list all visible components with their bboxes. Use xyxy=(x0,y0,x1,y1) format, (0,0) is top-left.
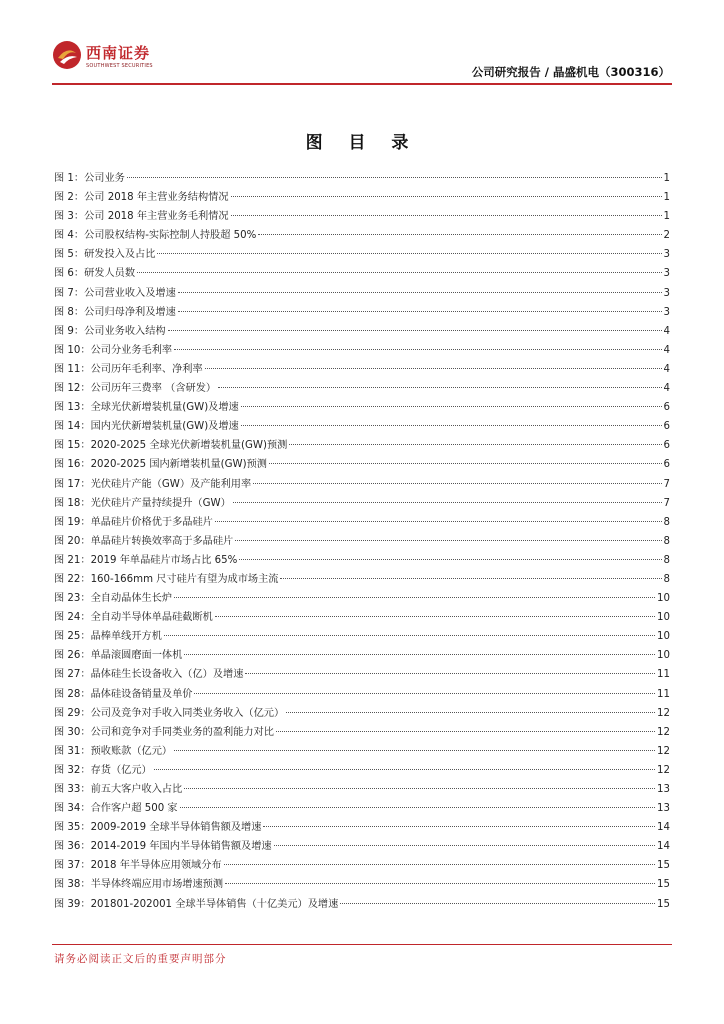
toc-entry-page: 10 xyxy=(657,650,670,662)
toc-entry[interactable] xyxy=(54,360,670,379)
toc-dot-leader xyxy=(184,654,655,655)
toc-entry-label: 图 7：公司营业收入及增速 xyxy=(54,287,176,299)
toc-dot-leader xyxy=(224,864,655,865)
toc-entry-label: 图 15：2020-2025 全球光伏新增装机量(GW)预测 xyxy=(54,440,288,452)
toc-entry[interactable] xyxy=(54,284,670,303)
toc-dot-leader xyxy=(340,903,655,904)
toc-entry-label: 图 12：公司历年三费率 （含研发） xyxy=(54,383,217,395)
toc-dot-leader xyxy=(253,483,661,484)
toc-entry-label: 图 3：公司 2018 年主营业务毛利情况 xyxy=(54,211,229,223)
toc-entry[interactable] xyxy=(54,818,670,837)
toc-entry-label: 图 19：单晶硅片价格优于多晶硅片 xyxy=(54,516,213,528)
toc-entry-page: 11 xyxy=(657,688,670,700)
toc-dot-leader xyxy=(239,559,661,560)
toc-dot-leader xyxy=(215,521,662,522)
toc-entry-label: 图 14：国内光伏新增装机量(GW)及增速 xyxy=(54,421,239,433)
toc-entry[interactable] xyxy=(54,513,670,532)
footer-divider xyxy=(52,944,672,945)
toc-entry[interactable] xyxy=(54,665,670,684)
toc-entry-label: 图 34：合作客户超 500 家 xyxy=(54,803,178,815)
toc-entry[interactable] xyxy=(54,169,670,188)
report-reference: 公司研究报告 / 晶盛机电（300316） xyxy=(471,65,670,79)
toc-entry-page: 15 xyxy=(657,879,670,891)
toc-entry[interactable] xyxy=(54,303,670,322)
toc-entry-page: 6 xyxy=(663,459,670,471)
toc-entry[interactable] xyxy=(54,723,670,742)
figure-list xyxy=(54,169,670,914)
toc-entry-page: 6 xyxy=(663,440,670,452)
toc-entry-page: 1 xyxy=(663,211,670,223)
toc-entry[interactable] xyxy=(54,589,670,608)
toc-entry-page: 12 xyxy=(657,764,670,776)
toc-entry-page: 8 xyxy=(663,554,670,566)
toc-entry[interactable] xyxy=(54,379,670,398)
toc-dot-leader xyxy=(289,444,661,445)
toc-entry-label: 图 25：晶棒单线开方机 xyxy=(54,631,162,643)
toc-entry-page: 8 xyxy=(663,535,670,547)
toc-entry[interactable] xyxy=(54,532,670,551)
toc-entry[interactable] xyxy=(54,761,670,780)
toc-dot-leader xyxy=(241,425,662,426)
toc-dot-leader xyxy=(225,883,655,884)
toc-entry-page: 2 xyxy=(663,230,670,242)
toc-dot-leader xyxy=(178,311,662,312)
toc-entry[interactable] xyxy=(54,264,670,283)
toc-dot-leader xyxy=(231,215,662,216)
page-header xyxy=(0,0,724,86)
toc-entry[interactable] xyxy=(54,322,670,341)
toc-entry-page: 10 xyxy=(657,612,670,624)
toc-dot-leader xyxy=(233,502,662,503)
toc-dot-leader xyxy=(174,349,661,350)
toc-dot-leader xyxy=(154,769,655,770)
logo-emblem-icon xyxy=(52,40,82,70)
toc-entry-page: 4 xyxy=(663,325,670,337)
toc-entry-page: 4 xyxy=(663,344,670,356)
toc-entry[interactable] xyxy=(54,475,670,494)
toc-entry-page: 15 xyxy=(657,898,670,910)
toc-entry-label: 图 33：前五大客户收入占比 xyxy=(54,784,183,795)
toc-dot-leader xyxy=(174,750,655,751)
page-title: 图 目 录 xyxy=(305,133,419,153)
toc-dot-leader xyxy=(164,635,655,636)
toc-entry-page: 10 xyxy=(657,593,670,605)
toc-entry-page: 10 xyxy=(657,631,670,643)
toc-dot-leader xyxy=(263,826,655,827)
toc-entry-page: 3 xyxy=(663,249,670,261)
toc-entry[interactable] xyxy=(54,341,670,360)
toc-entry-label: 图 22：160-166mm 尺寸硅片有望为成市场主流 xyxy=(54,573,279,585)
toc-entry-page: 6 xyxy=(663,421,670,433)
toc-dot-leader xyxy=(178,292,662,293)
toc-entry-page: 12 xyxy=(657,726,670,738)
toc-entry[interactable] xyxy=(54,207,670,226)
toc-entry-label: 图 1：公司业务 xyxy=(54,173,125,184)
toc-entry-label: 图 18：光伏硅片产量持续提升（GW） xyxy=(54,497,231,509)
toc-dot-leader xyxy=(235,540,661,541)
toc-dot-leader xyxy=(137,272,661,273)
toc-dot-leader xyxy=(276,731,655,732)
toc-entry[interactable] xyxy=(54,837,670,856)
toc-entry[interactable] xyxy=(54,226,670,245)
toc-entry-page: 11 xyxy=(657,669,670,681)
toc-entry[interactable] xyxy=(54,188,670,207)
toc-dot-leader xyxy=(231,196,662,197)
toc-dot-leader xyxy=(286,712,655,713)
header-divider xyxy=(52,83,672,85)
toc-entry-page: 8 xyxy=(663,516,670,528)
toc-entry[interactable] xyxy=(54,799,670,818)
toc-entry-page: 3 xyxy=(663,306,670,318)
toc-dot-leader xyxy=(184,788,655,789)
toc-entry[interactable] xyxy=(54,417,670,436)
toc-entry[interactable] xyxy=(54,245,670,264)
toc-entry-label: 图 32：存货（亿元） xyxy=(54,764,152,776)
toc-entry-page: 7 xyxy=(663,478,670,490)
disclaimer-note: 请务必阅读正文后的重要声明部分 xyxy=(54,953,227,965)
toc-entry-label: 图 24：全自动半导体单晶硅截断机 xyxy=(54,612,213,624)
toc-entry[interactable] xyxy=(54,780,670,799)
toc-entry-label: 图 36：2014-2019 年国内半导体销售额及增速 xyxy=(54,841,272,853)
toc-dot-leader xyxy=(168,330,662,331)
toc-dot-leader xyxy=(194,693,655,694)
toc-dot-leader xyxy=(218,387,661,388)
toc-entry[interactable] xyxy=(54,875,670,894)
toc-entry-label: 图 6：研发人员数 xyxy=(54,268,136,280)
toc-entry-label: 图 27：晶体硅生长设备收入（亿）及增速 xyxy=(54,669,244,681)
toc-entry-label: 图 21：2019 年单晶硅片市场占比 65% xyxy=(54,554,238,566)
toc-entry-label: 图 4：公司股权结构-实际控制人持股超 50% xyxy=(54,230,257,242)
toc-entry[interactable] xyxy=(54,742,670,761)
toc-entry[interactable] xyxy=(54,570,670,589)
toc-dot-leader xyxy=(274,845,655,846)
toc-dot-leader xyxy=(215,616,655,617)
toc-entry-page: 4 xyxy=(663,363,670,375)
toc-entry-label: 图 29：公司及竞争对手收入同类业务收入（亿元） xyxy=(54,707,285,719)
toc-entry[interactable] xyxy=(54,685,670,704)
toc-entry-label: 图 28：晶体硅设备销量及单价 xyxy=(54,688,193,700)
toc-entry-page: 1 xyxy=(663,173,670,184)
toc-entry[interactable] xyxy=(54,627,670,646)
toc-entry-label: 图 10：公司分业务毛利率 xyxy=(54,344,173,356)
toc-entry-page: 7 xyxy=(663,497,670,509)
toc-entry-label: 图 2：公司 2018 年主营业务结构情况 xyxy=(54,192,229,204)
toc-entry-label: 图 13：全球光伏新增装机量(GW)及增速 xyxy=(54,402,239,414)
toc-entry-page: 3 xyxy=(663,268,670,280)
toc-dot-leader xyxy=(258,234,661,235)
toc-entry-label: 图 11：公司历年毛利率、净利率 xyxy=(54,363,203,375)
toc-entry-label: 图 23：全自动晶体生长炉 xyxy=(54,593,173,605)
toc-entry-page: 6 xyxy=(663,402,670,414)
logo-english-name: SOUTHWEST SECURITIES xyxy=(86,63,153,69)
company-logo xyxy=(52,40,162,76)
toc-entry-label: 图 5：研发投入及占比 xyxy=(54,249,156,261)
toc-entry-label: 图 9：公司业务收入结构 xyxy=(54,325,166,337)
toc-dot-leader xyxy=(241,406,662,407)
toc-entry-page: 15 xyxy=(657,860,670,872)
toc-entry-page: 14 xyxy=(657,841,670,853)
toc-entry[interactable] xyxy=(54,551,670,570)
toc-entry-label: 图 38：半导体终端应用市场增速预测 xyxy=(54,879,224,891)
toc-entry-label: 图 8：公司归母净利及增速 xyxy=(54,306,176,318)
toc-entry-page: 13 xyxy=(657,803,670,815)
toc-entry-label: 图 26：单晶滚圆磨面一体机 xyxy=(54,650,183,662)
toc-entry[interactable] xyxy=(54,704,670,723)
toc-entry[interactable] xyxy=(54,646,670,665)
toc-entry[interactable] xyxy=(54,856,670,875)
toc-entry-page: 13 xyxy=(657,784,670,795)
toc-entry-page: 8 xyxy=(663,573,670,585)
toc-dot-leader xyxy=(245,673,655,674)
toc-dot-leader xyxy=(205,368,662,369)
toc-entry[interactable] xyxy=(54,455,670,474)
toc-entry-label: 图 30：公司和竞争对手同类业务的盈利能力对比 xyxy=(54,726,274,738)
toc-entry[interactable] xyxy=(54,436,670,455)
toc-entry-label: 图 37：2018 年半导体应用领域分布 xyxy=(54,860,222,872)
toc-dot-leader xyxy=(157,253,661,254)
toc-entry[interactable] xyxy=(54,398,670,417)
toc-entry-page: 3 xyxy=(663,287,670,299)
toc-dot-leader xyxy=(269,463,662,464)
toc-entry-page: 14 xyxy=(657,822,670,834)
toc-entry-page: 1 xyxy=(663,192,670,204)
toc-dot-leader xyxy=(280,578,661,579)
toc-entry-label: 图 31：预收账款（亿元） xyxy=(54,745,173,757)
toc-dot-leader xyxy=(127,177,662,178)
toc-dot-leader xyxy=(174,597,655,598)
toc-entry[interactable] xyxy=(54,608,670,627)
toc-entry[interactable] xyxy=(54,494,670,513)
toc-entry-label: 图 39：201801-202001 全球半导体销售（十亿美元）及增速 xyxy=(54,898,339,910)
toc-entry[interactable] xyxy=(54,895,670,914)
toc-dot-leader xyxy=(180,807,655,808)
toc-entry-label: 图 35：2009-2019 全球半导体销售额及增速 xyxy=(54,822,262,834)
toc-entry-page: 4 xyxy=(663,383,670,395)
toc-entry-page: 12 xyxy=(657,707,670,719)
toc-entry-label: 图 20：单晶硅片转换效率高于多晶硅片 xyxy=(54,535,234,547)
toc-entry-page: 12 xyxy=(657,745,670,757)
logo-chinese-name: 西南证券 xyxy=(86,44,151,62)
toc-entry-label: 图 16：2020-2025 国内新增装机量(GW)预测 xyxy=(54,459,267,471)
toc-entry-label: 图 17：光伏硅片产能（GW）及产能利用率 xyxy=(54,478,252,490)
